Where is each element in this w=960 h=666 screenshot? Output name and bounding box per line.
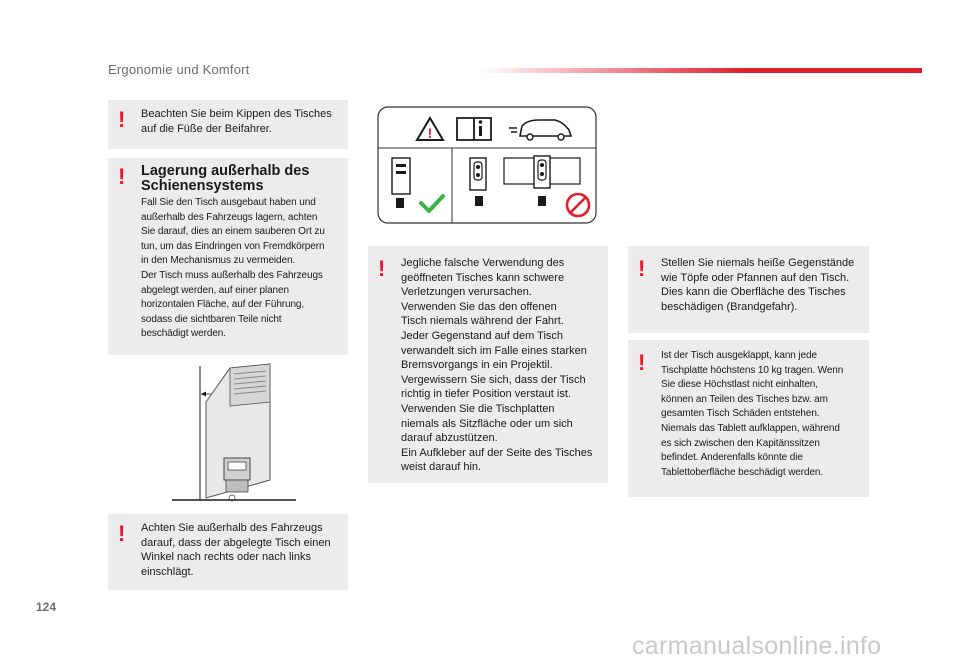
page-number: 124: [36, 600, 57, 614]
storage-section-box: [108, 158, 348, 355]
warning-text-misuse: Jegliche falsche Verwendung des geöffneten Tisches kann schwere Verletzungen verursachen. Verwenden Sie das den offenen Tisch niemals während der Fahrt. Jeder Gegenstand auf dem Tisch verwandelt sich im Falle eines starken Bremsvorgangs in ein Projektil. Vergewissern Sie sich, dass der Tisch richtig in tiefer Position verstaut ist. Verwenden Sie die Tischplatten niemals als Sitzfläche oder um sich darauf abzustützen. Ein Aufkleber auf der Seite des Tisches weist darauf hin.: [401, 257, 593, 474]
warning-box-misuse: [368, 246, 608, 483]
stored-table-illustration: [168, 362, 300, 508]
exclamation-icon: !: [378, 256, 386, 281]
section-title: Ergonomie und Komfort: [108, 62, 250, 77]
watermark: carmanualsonline.info: [632, 632, 882, 660]
warning-text-hot-objects: Stellen Sie niemals heiße Gegenstände wie Töpfe oder Pfannen auf den Tisch. Dies kann die Oberfläche des Tisches beschädigen (Brandgefahr).: [661, 257, 855, 313]
header-accent-bar: [480, 68, 922, 73]
exclamation-icon: !: [118, 521, 126, 546]
exclamation-icon: !: [638, 350, 646, 375]
warning-box-load: [628, 340, 869, 497]
warning-text-angle: Achten Sie außerhalb des Fahrzeugs darauf, dass der abgelegte Tisch einen Winkel nach rechts oder nach links einschlägt.: [141, 522, 331, 578]
warning-box-hot-objects: [628, 246, 869, 333]
storage-body-text: Fall Sie den Tisch ausgebaut haben und außerhalb des Fahrzeugs lagern, achten Sie darauf, dies an einem sauberen Ort zu tun, um das Eindringen von Fremdkörpern in den Mechanismus zu vermeiden. Der Tisch muss außerhalb des Fahrzeugs abgelegt werden, auf einer planen horizontalen Fläche, auf der Führung, sodass die sichtbaren Teile nicht beschädigt werden.: [141, 197, 325, 340]
warning-box-angle: [108, 514, 348, 590]
warning-text-load: Ist der Tisch ausgeklappt, kann jede Tischplatte höchstens 10 kg tragen. Wenn Sie diese Höchstlast nicht einhalten, können an Teilen des Tisches bzw. am gesamten Tisch Schäden entstehen. Niemals das Tablett aufklappen, während es sich zwischen den Kapitänssitzen befindet. Anderenfalls könnte die Tablettoberfläche beschädigt werden.: [661, 350, 844, 478]
section-heading: Lagerung außerhalb des Schienensystems: [141, 163, 310, 194]
safety-pictogram: [377, 106, 597, 224]
warning-text-tipping: Beachten Sie beim Kippen des Tisches auf die Füße der Beifahrer.: [141, 108, 332, 135]
exclamation-icon: !: [638, 256, 646, 281]
exclamation-icon: !: [118, 164, 126, 189]
svg-text:!: !: [427, 125, 433, 141]
exclamation-icon: !: [118, 107, 126, 132]
warning-box-tipping: [108, 100, 348, 149]
